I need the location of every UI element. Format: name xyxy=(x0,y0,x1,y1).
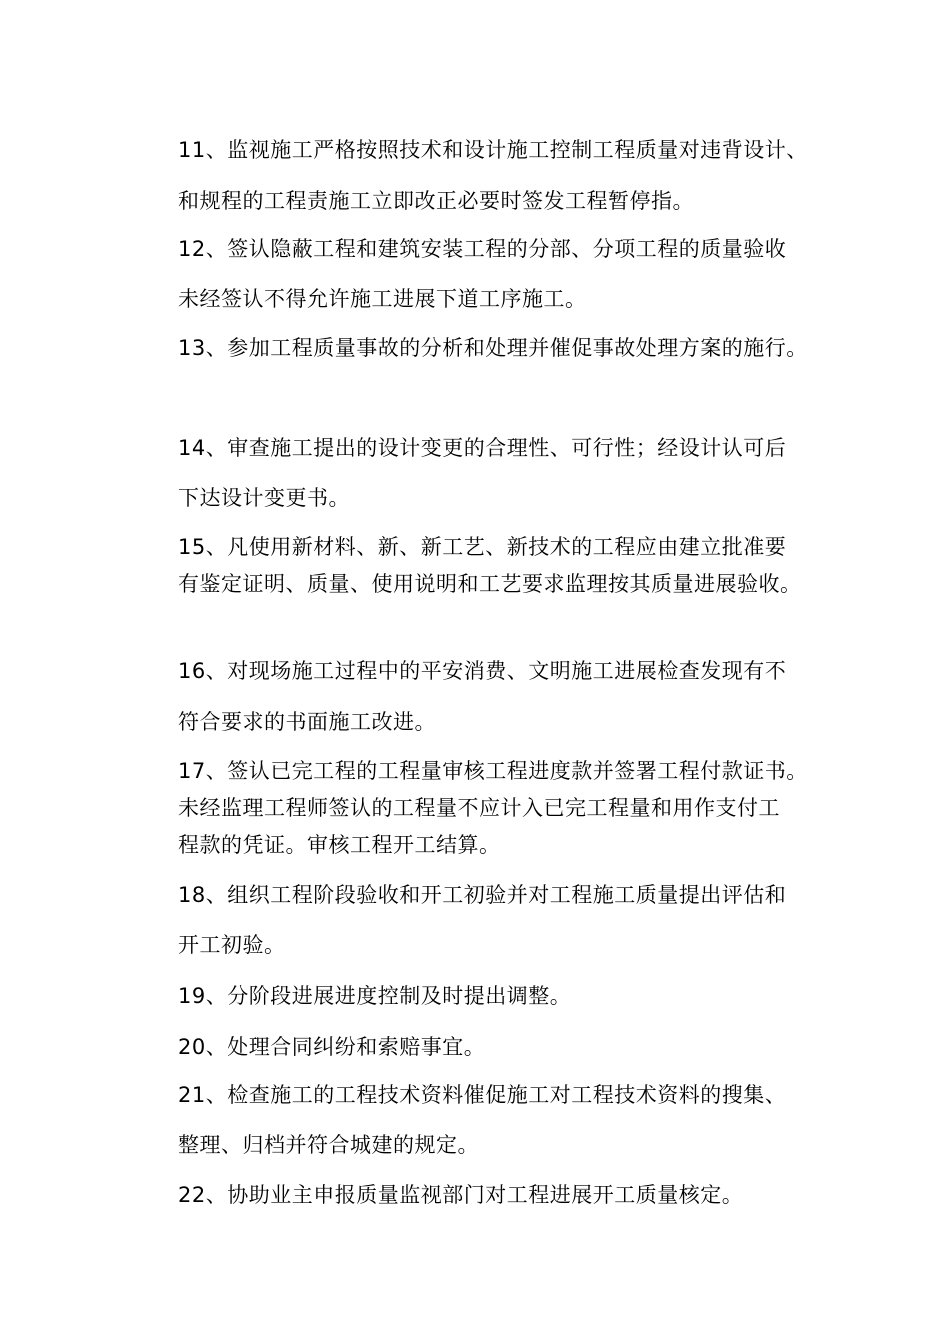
item-17-line-1: 17、签认已完工程的工程量审核工程进度款并签署工程付款证书。 xyxy=(178,759,808,783)
item-19-line-1: 19、分阶段进展进度控制及时提出调整。 xyxy=(178,984,572,1008)
item-15-line-1: 15、凡使用新材料、新、新工艺、新技术的工程应由建立批准要 xyxy=(178,535,787,559)
item-14-line-2: 下达设计变更书。 xyxy=(178,486,350,510)
item-22-line-1: 22、协助业主申报质量监视部门对工程进展开工质量核定。 xyxy=(178,1183,744,1207)
item-21-line-2: 整理、归档并符合城建的规定。 xyxy=(178,1133,479,1157)
item-14-line-1: 14、审查施工提出的设计变更的合理性、可行性；经设计认可后 xyxy=(178,436,787,460)
item-16-line-1: 16、对现场施工过程中的平安消费、文明施工进展检查发现有不 xyxy=(178,659,787,683)
item-20-line-1: 20、处理合同纠纷和索赔事宜。 xyxy=(178,1035,486,1059)
item-21-line-1: 21、检查施工的工程技术资料催促施工对工程技术资料的搜集、 xyxy=(178,1083,787,1107)
item-18-line-1: 18、组织工程阶段验收和开工初验并对工程施工质量提出评估和 xyxy=(178,883,787,907)
item-13-line-1: 13、参加工程质量事故的分析和处理并催促事故处理方案的施行。 xyxy=(178,336,808,360)
item-17-line-2: 未经监理工程师签认的工程量不应计入已完工程量和用作支付工 xyxy=(178,796,780,820)
item-11-line-2: 和规程的工程责施工立即改正必要时签发工程暂停指。 xyxy=(178,189,694,213)
item-11-line-1: 11、监视施工严格按照技术和设计施工控制工程质量对违背设计、 xyxy=(178,138,808,162)
item-17-line-3: 程款的凭证。审核工程开工结算。 xyxy=(178,833,501,857)
item-12-line-1: 12、签认隐蔽工程和建筑安装工程的分部、分项工程的质量验收 xyxy=(178,237,787,261)
item-16-line-2: 符合要求的书面施工改进。 xyxy=(178,710,436,734)
item-18-line-2: 开工初验。 xyxy=(178,933,286,957)
item-15-line-2: 有鉴定证明、质量、使用说明和工艺要求监理按其质量进展验收。 xyxy=(178,572,802,596)
item-12-line-2: 未经签认不得允许施工进展下道工序施工。 xyxy=(178,287,587,311)
